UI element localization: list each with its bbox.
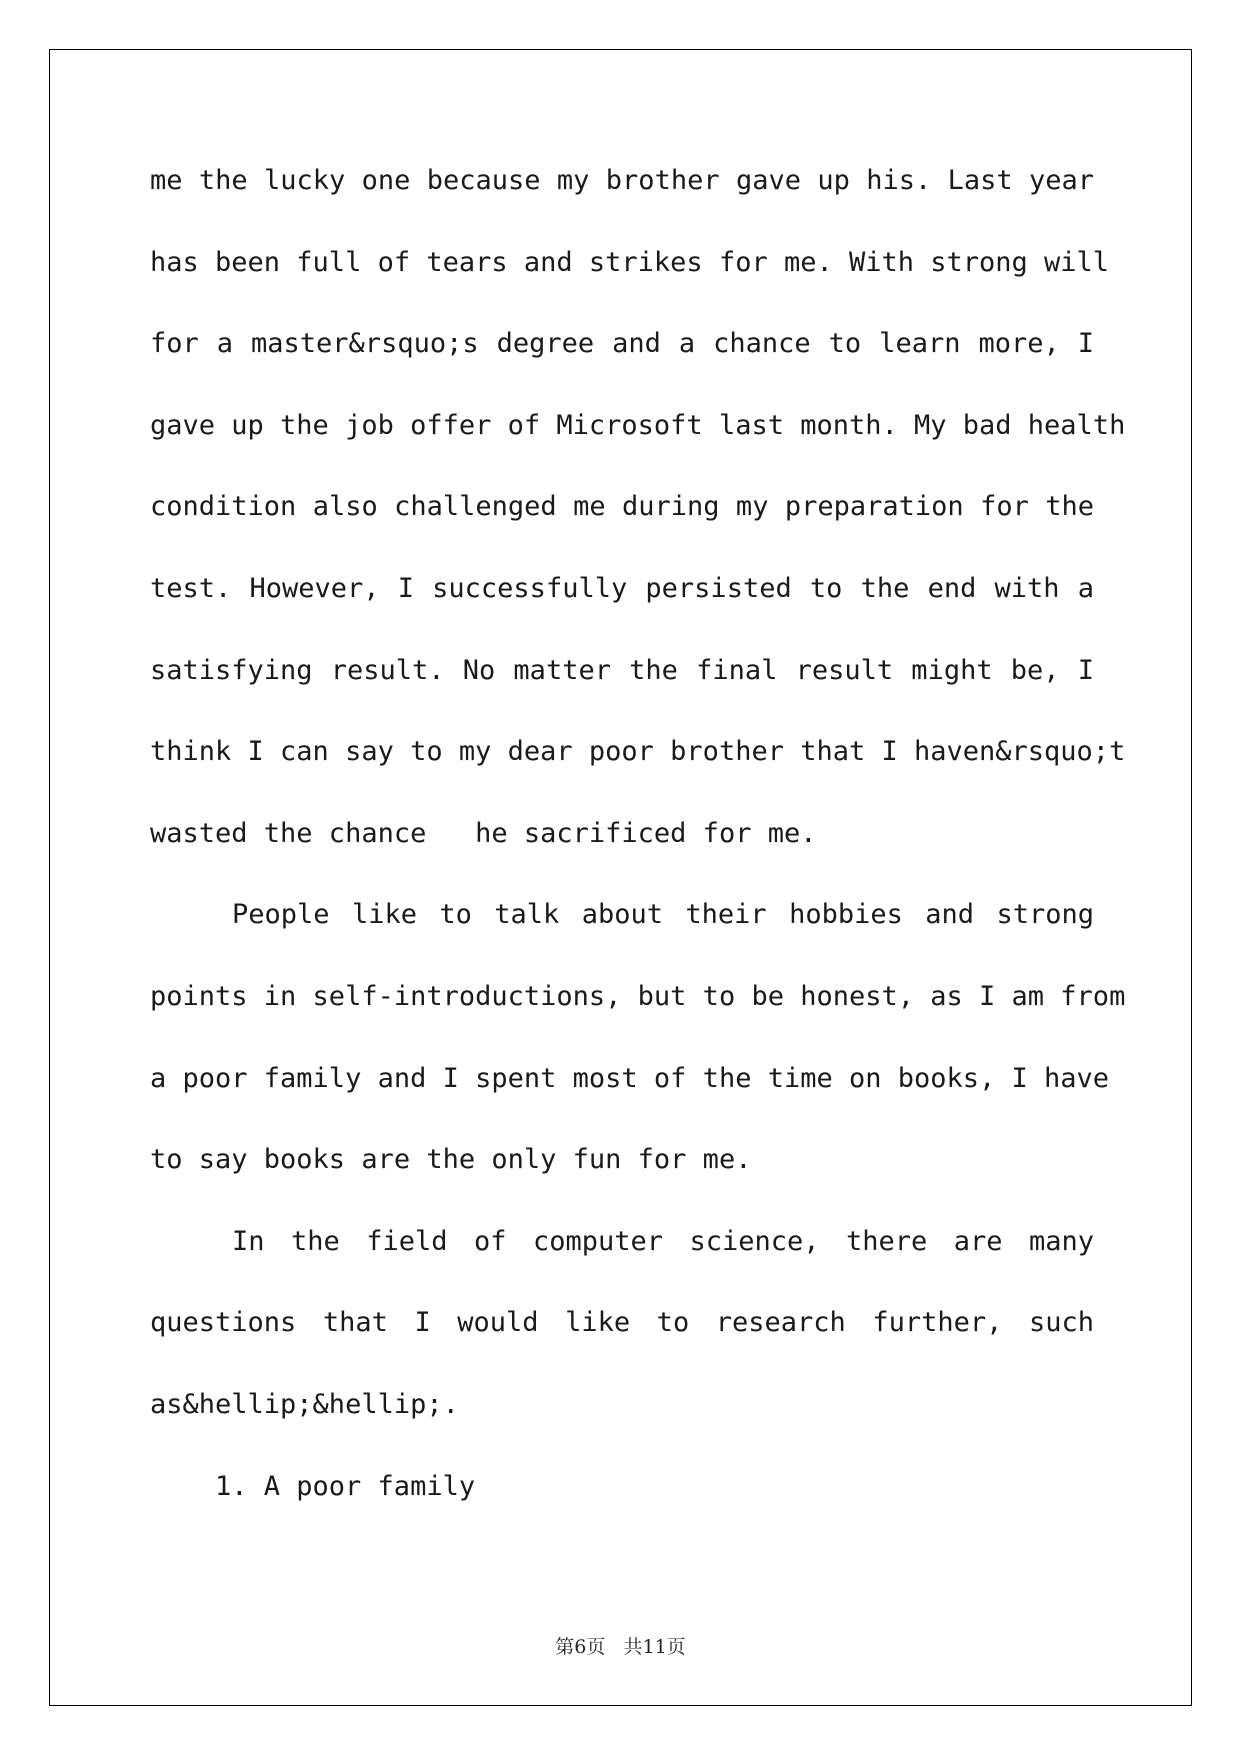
paragraph-first-line: People like to talk about their hobbies and strong bbox=[232, 899, 1094, 931]
text-line: satisfying result. No matter the final result might be, I bbox=[150, 654, 1094, 686]
text-line: wasted the chance he sacrificed for me. bbox=[150, 817, 817, 849]
page-number-footer: 第6页 共11页 bbox=[555, 1636, 686, 1658]
document-body bbox=[150, 165, 1126, 1553]
text-line: has been full of tears and strikes for me. With strong will bbox=[150, 246, 1110, 278]
text-line: test. However, I successfully persisted to the end with a bbox=[150, 572, 1094, 604]
text-line: for a master&rsquo;s degree and a chance to learn more, I bbox=[150, 328, 1094, 360]
list-item-heading: 1. A poor family bbox=[215, 1470, 476, 1502]
text-line: questions that I would like to research further, such bbox=[150, 1307, 1094, 1339]
text-line: points in self-introductions, but to be honest, as I am from bbox=[150, 980, 1126, 1012]
text-line: to say books are the only fun for me. bbox=[150, 1144, 752, 1176]
text-line: me the lucky one because my brother gave up his. Last year bbox=[150, 165, 1094, 196]
text-line: condition also challenged me during my preparation for the bbox=[150, 491, 1094, 523]
paragraph-first-line: In the field of computer science, there are many bbox=[232, 1225, 1094, 1257]
text-line: as&hellip;&hellip;. bbox=[150, 1388, 459, 1420]
text-line: think I can say to my dear poor brother that I haven&rsquo;t bbox=[150, 736, 1126, 768]
text-line: gave up the job offer of Microsoft last month. My bad health bbox=[150, 409, 1126, 441]
text-line: a poor family and I spent most of the time on books, I have bbox=[150, 1062, 1110, 1094]
